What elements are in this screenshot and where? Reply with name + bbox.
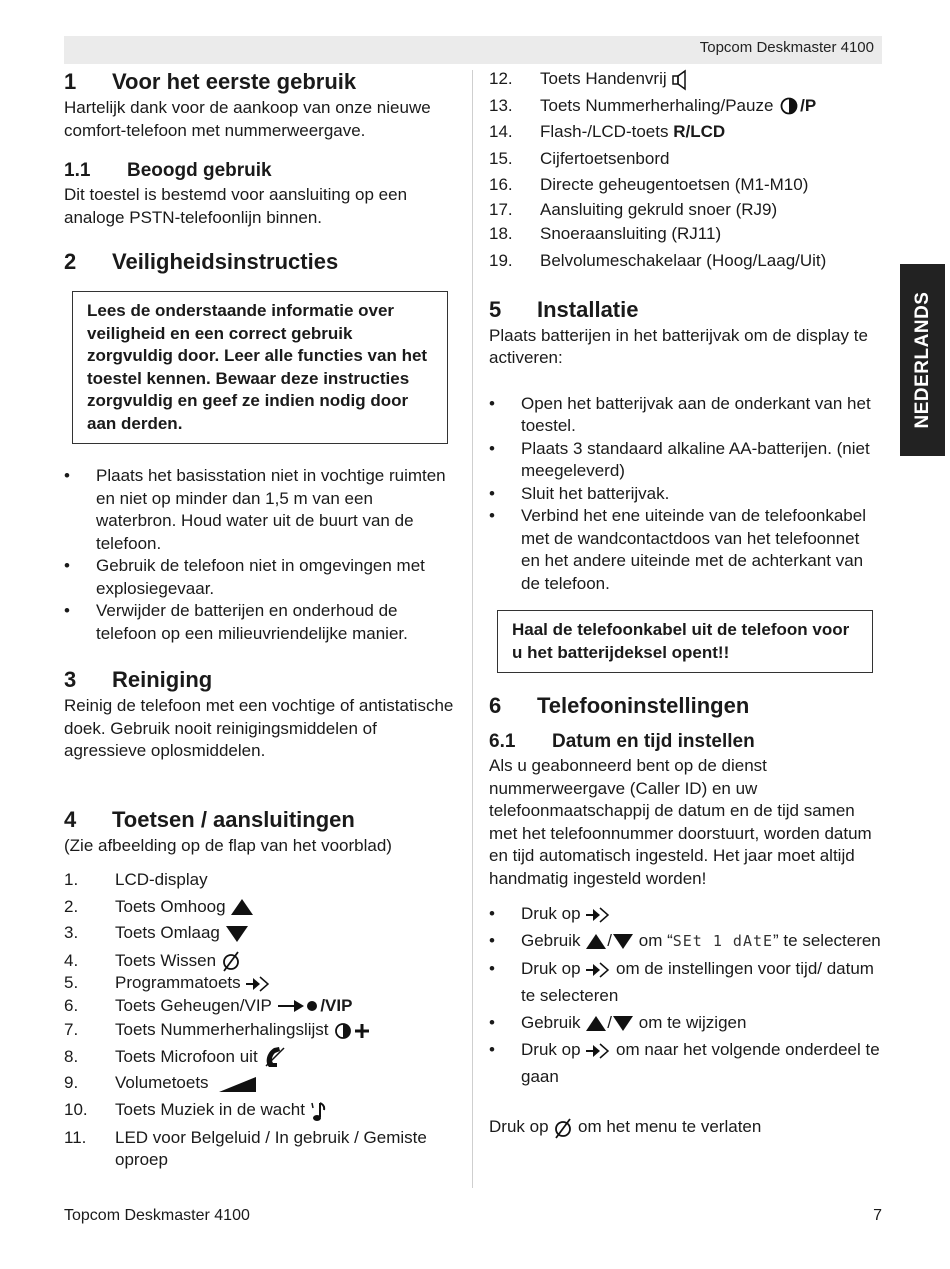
language-tab-label: NEDERLANDS <box>911 291 933 429</box>
section-3-body: Reinig de telefoon met een vochtige of antistatische doek. Gebruik nooit reinigingsmiddelen of agressieve oplosmiddelen. <box>64 696 454 760</box>
step-text: om de instellingen voor tijd/ datum te selecteren <box>521 959 874 1006</box>
right-column <box>489 66 881 1139</box>
speaker-icon <box>671 69 689 91</box>
step-text: om het menu te verlaten <box>578 1117 762 1137</box>
item-text: Toets Wissen <box>115 950 217 970</box>
lcd-text: SEt 1 dAtE <box>672 932 774 951</box>
program-arrow-icon <box>585 906 611 924</box>
section-number: 6 <box>489 693 502 719</box>
item-number: 11. <box>64 1127 87 1147</box>
item-number: 18. <box>489 224 513 244</box>
section-1-body: Hartelijk dank voor de aankoop van onze nieuwe comfort-telefoon met nummerweergave. <box>64 98 431 140</box>
list-item: • Gebruik de telefoon niet in omgevingen met explosiegevaar. <box>64 555 456 600</box>
program-arrow-icon <box>585 1042 611 1060</box>
language-tab <box>900 264 945 456</box>
item-number: 10. <box>64 1100 88 1120</box>
section-title: Datum en tijd instellen <box>552 731 755 753</box>
section-title: Veiligheidsinstructies <box>112 249 339 274</box>
item-text: Toets Omhoog <box>115 896 226 916</box>
page-number: 7 <box>873 1207 882 1224</box>
section-number: 2 <box>64 249 77 274</box>
step-text: ” te selecteren <box>773 931 881 951</box>
section-number: 4 <box>64 806 77 832</box>
section-2-heading <box>64 247 456 277</box>
cable-warning-text: Haal de telefoonkabel uit de telefoon voor u het batterijdeksel opent!! <box>512 620 850 662</box>
down-triangle-icon <box>612 1015 634 1032</box>
section-title: Toetsen / aansluitingen <box>112 806 355 832</box>
section-number: 3 <box>64 667 77 692</box>
list-item <box>489 248 881 275</box>
item-number: 2. <box>64 896 79 916</box>
section-6-1-heading <box>489 729 881 755</box>
down-triangle-icon <box>225 925 249 943</box>
up-triangle-icon <box>585 933 607 950</box>
header-title: Topcom Deskmaster 4100 <box>699 39 874 56</box>
list-item <box>64 1044 456 1071</box>
program-arrow-icon <box>585 961 611 979</box>
section-1-1-heading <box>64 158 456 184</box>
list-item <box>489 927 881 955</box>
music-note-icon <box>310 1100 326 1122</box>
date-time-steps <box>489 900 881 1090</box>
item-number: 6. <box>64 995 79 1015</box>
section-number: 1 <box>64 69 77 94</box>
item-text: Snoeraansluiting (RJ11) <box>540 224 722 244</box>
list-item <box>489 146 881 173</box>
item-text: Toets Omlaag <box>115 923 220 943</box>
down-triangle-icon <box>612 933 634 950</box>
vip-label: /VIP <box>320 995 353 1015</box>
item-number: 14. <box>489 122 513 142</box>
item-number: 9. <box>64 1073 79 1093</box>
item-number: 12. <box>489 69 513 88</box>
section-5-body: Plaats batterijen in het batterijvak om de display te activeren: <box>489 325 868 368</box>
item-text: Directe geheugentoetsen (M1-M10) <box>540 175 809 195</box>
section-title: Installatie <box>537 296 639 322</box>
slash-separator: / <box>607 1013 612 1033</box>
item-number: 13. <box>489 95 513 115</box>
item-number: 3. <box>64 923 79 943</box>
list-item: • Plaats 3 standaard alkaline AA-batterijen. (niet meegeleverd) <box>489 438 881 483</box>
section-3-heading <box>64 665 456 695</box>
item-text: LED voor Belgeluid / In gebruik / Gemiste oproep <box>115 1127 427 1170</box>
safety-warning-box <box>72 291 448 444</box>
step-text: om “ <box>638 931 673 951</box>
item-number: 16. <box>489 175 513 195</box>
program-arrow-icon <box>245 975 271 993</box>
item-text: Toets Geheugen/VIP <box>115 995 272 1015</box>
safety-warning-text: Lees de onderstaande informatie over veiligheid en een correct gebruik zorgvuldig door. Leer alle functies van het toestel kennen. Bewaar deze instructies zorgvuldig en geef ze indien nodig door aan derden. <box>87 301 428 433</box>
item-text: Volumetoets <box>115 1073 209 1093</box>
list-item <box>489 172 881 199</box>
list-item <box>64 1097 456 1124</box>
step-text: Druk op <box>521 959 581 979</box>
item-number: 8. <box>64 1046 79 1066</box>
item-text: Belvolumeschakelaar (Hoog/Laag/Uit) <box>540 251 827 271</box>
step-text: Druk op <box>521 1040 581 1060</box>
list-item <box>64 920 456 947</box>
list-item <box>489 955 881 1009</box>
section-4-heading <box>64 805 456 835</box>
list-item <box>489 119 881 146</box>
section-number: 1.1 <box>64 160 91 181</box>
list-item <box>489 1009 881 1036</box>
cable-warning-box <box>497 610 873 673</box>
step-text: Druk op <box>489 1117 549 1137</box>
list-item: • Verwijder de batterijen en onderhoud de telefoon op een milieuvriendelijke manier. <box>64 600 456 645</box>
item-text: Flash-/LCD-toets <box>540 122 669 142</box>
header-bar <box>64 36 882 64</box>
item-number: 15. <box>489 148 513 168</box>
section-1-1-body: Dit toestel is bestemd voor aansluiting op een analoge PSTN-telefoonlijn binnen. <box>64 185 408 227</box>
volume-wedge-icon <box>219 1075 257 1093</box>
list-item: • Open het batterijvak aan de onderkant van het toestel. <box>489 393 881 438</box>
section-title: Voor het eerste gebruik <box>112 69 357 94</box>
list-item: • Sluit het batterijvak. <box>489 483 881 506</box>
section-title: Reiniging <box>112 667 213 692</box>
exit-menu-text <box>489 1116 881 1139</box>
redial-half-circle-icon <box>778 97 800 115</box>
item-number: 17. <box>489 199 513 219</box>
item-text: Toets Nummerherhaling/Pauze <box>540 95 774 115</box>
up-triangle-icon <box>230 898 254 916</box>
section-5-heading <box>489 295 881 325</box>
mute-handset-icon <box>262 1045 288 1069</box>
rlcd-label: R/LCD <box>673 122 726 142</box>
installation-bullet-list <box>489 393 881 596</box>
list-item <box>489 900 881 927</box>
list-item <box>489 199 881 222</box>
step-text: om te wijzigen <box>638 1013 747 1033</box>
item-number: 1. <box>64 870 79 889</box>
memory-arrow-dot-icon <box>276 998 320 1014</box>
step-text: Druk op <box>521 904 581 924</box>
list-item <box>64 894 456 921</box>
pause-label: /P <box>800 95 817 115</box>
item-text: Toets Muziek in de wacht <box>115 1100 305 1120</box>
section-title: Beoogd gebruik <box>127 160 272 181</box>
list-item: • Plaats het basisstation niet in vochtige ruimten en niet op minder dan 1,5 m van een waterbron. Houd water uit de buurt van de telefoon. <box>64 465 456 555</box>
section-4-subtitle: (Zie afbeelding op de flap van het voorblad) <box>64 835 392 855</box>
list-item <box>489 1036 881 1090</box>
list-item <box>64 995 456 1018</box>
column-divider <box>472 70 473 1188</box>
list-item <box>64 1017 456 1044</box>
safety-bullet-list <box>64 465 456 645</box>
item-text: Toets Nummerherhalingslijst <box>115 1020 329 1040</box>
keys-list-right <box>489 66 881 275</box>
list-item: • Verbind het ene uiteinde van de telefoonkabel met de wandcontactdoos van het telefoonnet en het andere uiteinde met de achterkant van de telefoon. <box>489 505 881 595</box>
list-item <box>64 972 456 995</box>
item-text: Cijfertoetsenbord <box>540 148 670 168</box>
section-number: 5 <box>489 296 502 322</box>
clear-slashed-circle-icon <box>553 1117 573 1139</box>
list-item <box>64 867 456 894</box>
step-text: Gebruik <box>521 1013 581 1033</box>
list-item <box>489 93 881 120</box>
list-item <box>64 1127 456 1172</box>
item-number: 7. <box>64 1020 79 1040</box>
item-text: Programmatoets <box>115 973 241 993</box>
section-number: 6.1 <box>489 731 516 753</box>
footer-product-name: Topcom Deskmaster 4100 <box>64 1207 250 1224</box>
list-item <box>489 221 881 248</box>
list-item <box>64 950 456 973</box>
section-1-heading <box>64 67 456 97</box>
item-text: Toets Handenvrij <box>540 69 667 88</box>
slash-separator: / <box>607 931 612 951</box>
item-text: Aansluiting gekruld snoer (RJ9) <box>540 199 778 219</box>
section-6-1-body: Als u geabonneerd bent op de dienst nummerweergave (Caller ID) en uw telefoonmaatschappij de datum en de tijd samen met het telefoonnummer doorstuurt, worden datum en tijd automatisch ingesteld. Het jaar moet altijd handmatig ingesteld worden! <box>489 756 872 888</box>
step-text: Gebruik <box>521 931 581 951</box>
list-item <box>64 1070 456 1097</box>
keys-list-left <box>64 867 456 1172</box>
list-item <box>489 66 881 93</box>
item-text: LCD-display <box>115 870 208 889</box>
clear-slashed-circle-icon <box>221 950 241 972</box>
item-text: Toets Microfoon uit <box>115 1046 258 1066</box>
section-6-heading <box>489 691 881 721</box>
left-column <box>64 66 456 1172</box>
item-number: 4. <box>64 950 79 970</box>
section-title: Telefooninstellingen <box>537 693 750 719</box>
redial-list-icon <box>333 1022 377 1040</box>
step-text: om naar het volgende onderdeel te gaan <box>521 1040 880 1087</box>
item-number: 19. <box>489 251 513 271</box>
up-triangle-icon <box>585 1015 607 1032</box>
item-number: 5. <box>64 973 79 993</box>
